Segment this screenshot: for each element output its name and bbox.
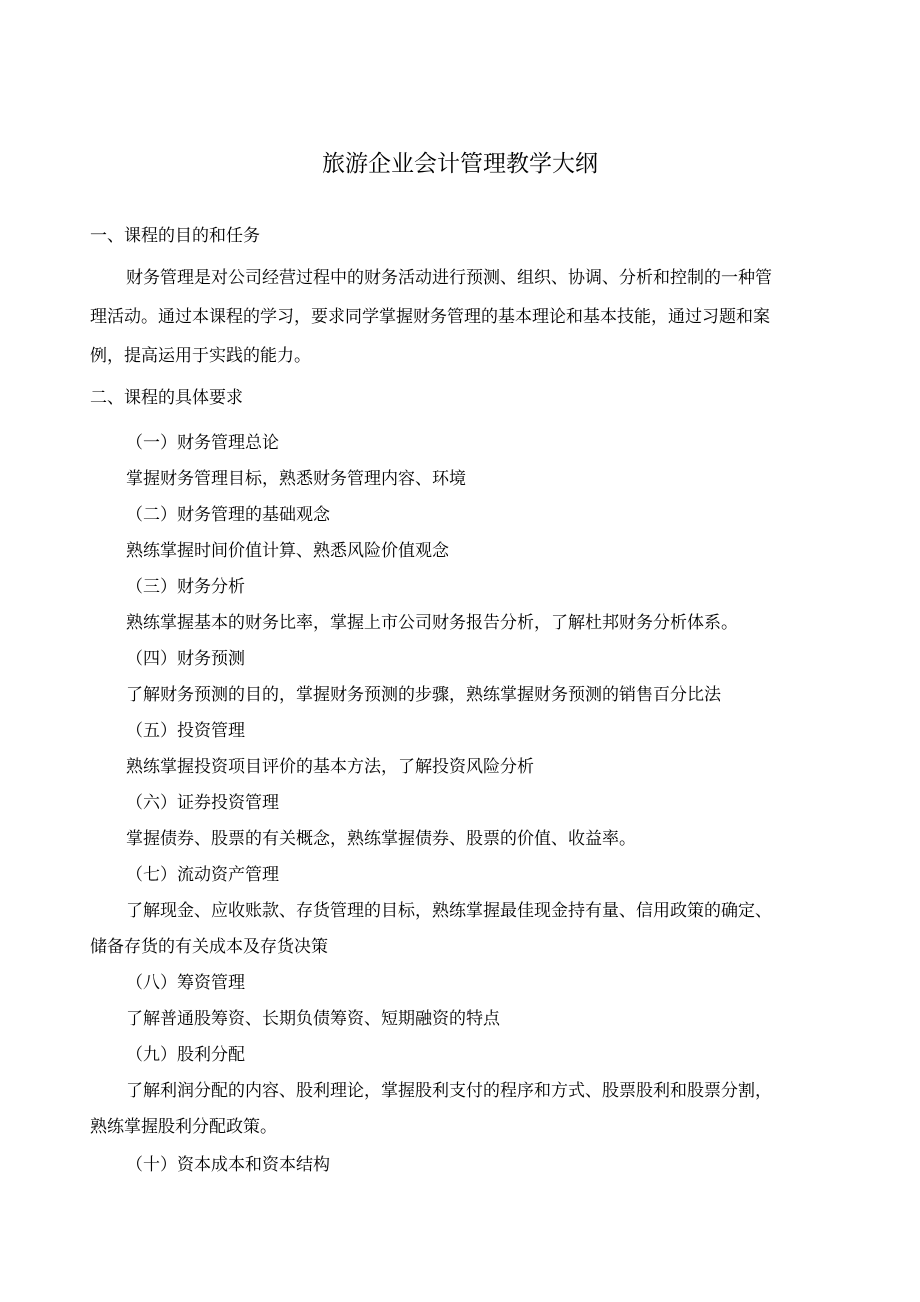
subsection-text-6: 掌握债券、股票的有关概念，熟练掌握债券、股票的价值、收益率。 <box>126 829 636 849</box>
subsection-text-4: 了解财务预测的目的，掌握财务预测的步骤，熟练掌握财务预测的销售百分比法 <box>126 685 721 705</box>
subsection-title-7: （七）流动资产管理 <box>126 865 279 885</box>
subsection-text-8: 了解普通股筹资、长期负债筹资、短期融资的特点 <box>126 1009 500 1029</box>
section-heading-1: 一、课程的目的和任务 <box>90 226 260 246</box>
subsection-title-8: （八）筹资管理 <box>126 973 245 993</box>
subsection-text-9-line-2: 熟练掌握股利分配政策。 <box>90 1117 277 1137</box>
subsection-title-1: （一）财务管理总论 <box>126 433 279 453</box>
subsection-title-10: （十）资本成本和资本结构 <box>126 1155 330 1175</box>
subsection-title-5: （五）投资管理 <box>126 721 245 741</box>
subsection-title-2: （二）财务管理的基础观念 <box>126 505 330 525</box>
section1-paragraph-line-3: 例，提高运用于实践的能力。 <box>90 346 311 366</box>
subsection-text-1: 掌握财务管理目标，熟悉财务管理内容、环境 <box>126 469 466 489</box>
subsection-text-9-line-1: 了解利润分配的内容、股利理论，掌握股利支付的程序和方式、股票股利和股票分割， <box>126 1081 772 1101</box>
section-heading-2: 二、课程的具体要求 <box>90 388 243 408</box>
subsection-text-7-line-2: 储备存货的有关成本及存货决策 <box>90 937 328 957</box>
subsection-text-7-line-1: 了解现金、应收账款、存货管理的目标，熟练掌握最佳现金持有量、信用政策的确定、 <box>126 901 772 921</box>
subsection-text-5: 熟练掌握投资项目评价的基本方法，了解投资风险分析 <box>126 757 534 777</box>
subsection-title-9: （九）股利分配 <box>126 1045 245 1065</box>
subsection-title-6: （六）证券投资管理 <box>126 793 279 813</box>
subsection-title-4: （四）财务预测 <box>126 649 245 669</box>
document-title: 旅游企业会计管理教学大纲 <box>322 151 598 177</box>
subsection-text-3: 熟练掌握基本的财务比率，掌握上市公司财务报告分析，了解杜邦财务分析体系。 <box>126 613 738 633</box>
subsection-title-3: （三）财务分析 <box>126 577 245 597</box>
subsection-text-2: 熟练掌握时间价值计算、熟悉风险价值观念 <box>126 541 449 561</box>
section1-paragraph-line-2: 理活动。通过本课程的学习，要求同学掌握财务管理的基本理论和基本技能，通过习题和案 <box>90 307 770 327</box>
section1-paragraph-line-1: 财务管理是对公司经营过程中的财务活动进行预测、组织、协调、分析和控制的一种管 <box>126 268 772 288</box>
